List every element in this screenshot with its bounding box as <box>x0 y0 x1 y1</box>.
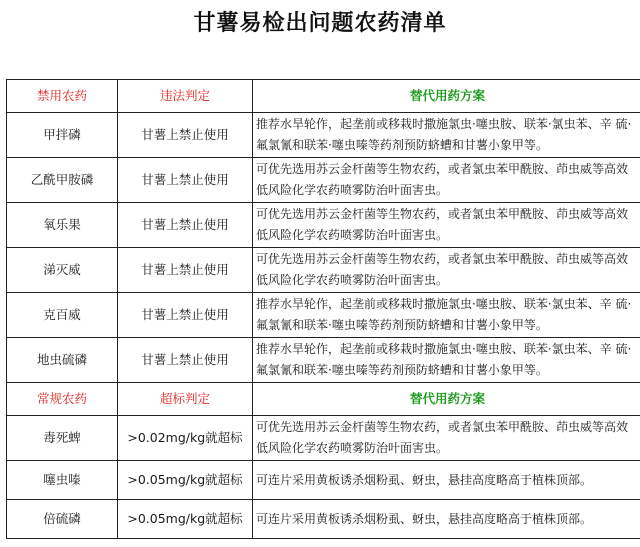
alternative-cell: 推荐水旱轮作，起垄前或移栽时撒施氯虫·噻虫胺、联苯·氯虫苯、辛 硫·氟氯氰和联苯·噻虫嗪等药剂预防蛴螬和甘薯小象甲等。 <box>253 338 640 383</box>
pesticide-name: 地虫硫磷 <box>7 338 118 383</box>
pesticide-name: 甲拌磷 <box>7 113 118 158</box>
alternative-cell: 可优先选用苏云金杆菌等生物农药，或者氯虫苯甲酰胺、茚虫威等高效低风险化学农药喷雾防治叶面害虫。 <box>253 158 640 203</box>
alternative-cell: 推荐水旱轮作，起垄前或移栽时撒施氯虫·噻虫胺、联苯·氯虫苯、辛 硫·氟氯氰和联苯·噻虫嗪等药剂预防蛴螬和甘薯小象甲等。 <box>253 113 640 158</box>
judgment-cell: >0.05mg/kg就超标 <box>118 461 253 500</box>
pesticide-name: 氧乐果 <box>7 203 118 248</box>
pesticide-name: 噻虫嗪 <box>7 461 118 500</box>
pesticide-name: 毒死蜱 <box>7 416 118 461</box>
table-row <box>7 461 640 500</box>
alternative-cell: 可优先选用苏云金杆菌等生物农药，或者氯虫苯甲酰胺、茚虫威等高效低风险化学农药喷雾防治叶面害虫。 <box>253 203 640 248</box>
pesticide-name: 克百威 <box>7 293 118 338</box>
table-row <box>7 416 640 461</box>
banned-header-row <box>7 80 640 113</box>
pesticide-name: 涕灭威 <box>7 248 118 293</box>
judgment-cell: 甘薯上禁止使用 <box>118 113 253 158</box>
alternative-cell: 推荐水旱轮作，起垄前或移栽时撒施氯虫·噻虫胺、联苯·氯虫苯、辛 硫·氟氯氰和联苯·噻虫嗪等药剂预防蛴螬和甘薯小象甲等。 <box>253 293 640 338</box>
pesticide-name: 乙酰甲胺磷 <box>7 158 118 203</box>
alternative-cell: 可连片采用黄板诱杀烟粉虱、蚜虫，悬挂高度略高于植株顶部。 <box>253 461 640 500</box>
table-row <box>7 113 640 158</box>
alternative-cell: 可优先选用苏云金杆菌等生物农药，或者氯虫苯甲酰胺、茚虫威等高效低风险化学农药喷雾防治叶面害虫。 <box>253 416 640 461</box>
page-title: 甘薯易检出问题农药清单 <box>193 11 447 36</box>
judgment-cell: 甘薯上禁止使用 <box>118 293 253 338</box>
pesticide-name: 倍硫磷 <box>7 500 118 539</box>
regular-header-row <box>7 383 640 416</box>
header-banned-pesticide: 禁用农药 <box>7 80 118 113</box>
table-row <box>7 500 640 539</box>
header-exceed-judgment: 超标判定 <box>118 383 253 416</box>
table-row <box>7 203 640 248</box>
header-violation-judgment: 违法判定 <box>118 80 253 113</box>
header-alternative-plan: 替代用药方案 <box>253 383 640 416</box>
alternative-cell: 可连片采用黄板诱杀烟粉虱、蚜虫，悬挂高度略高于植株顶部。 <box>253 500 640 539</box>
table-row <box>7 293 640 338</box>
header-regular-pesticide: 常规农药 <box>7 383 118 416</box>
judgment-cell: >0.02mg/kg就超标 <box>118 416 253 461</box>
table-row <box>7 248 640 293</box>
judgment-cell: 甘薯上禁止使用 <box>118 203 253 248</box>
judgment-cell: >0.05mg/kg就超标 <box>118 500 253 539</box>
pesticide-table <box>6 79 640 539</box>
table-row <box>7 158 640 203</box>
judgment-cell: 甘薯上禁止使用 <box>118 338 253 383</box>
judgment-cell: 甘薯上禁止使用 <box>118 158 253 203</box>
table-row <box>7 338 640 383</box>
header-alternative-plan: 替代用药方案 <box>253 80 640 113</box>
alternative-cell: 可优先选用苏云金杆菌等生物农药，或者氯虫苯甲酰胺、茚虫威等高效低风险化学农药喷雾防治叶面害虫。 <box>253 248 640 293</box>
judgment-cell: 甘薯上禁止使用 <box>118 248 253 293</box>
